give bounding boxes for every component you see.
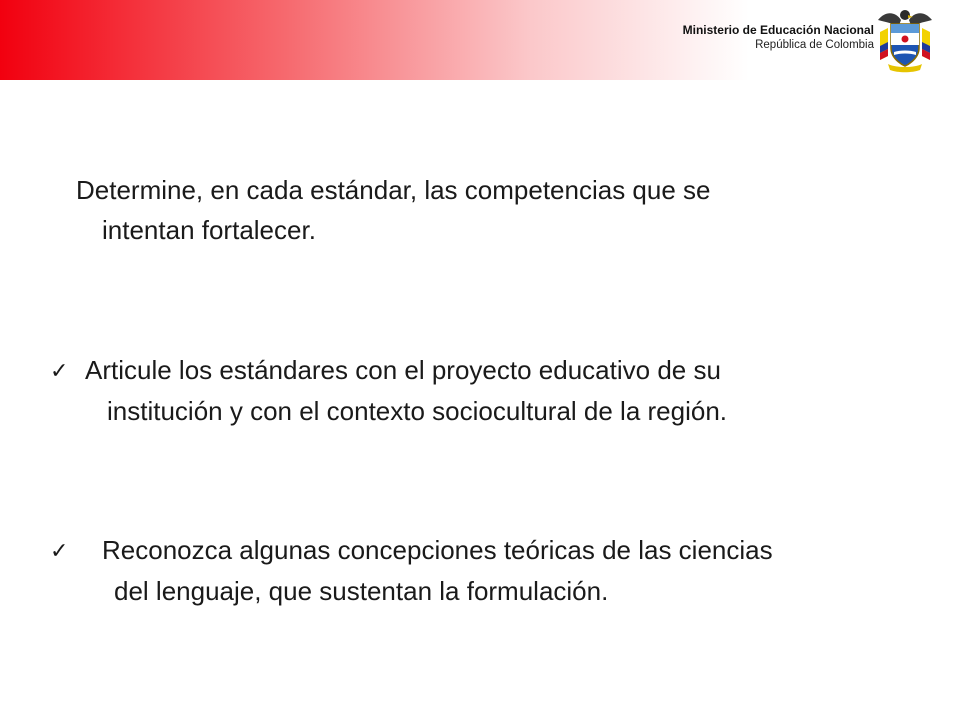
country-name: República de Colombia (755, 39, 874, 52)
instruction-line-1: Determine, en cada estándar, las competencias que se (76, 175, 711, 205)
bullet-2-line-1: Reconozca algunas concepciones teóricas de las ciencias (102, 535, 773, 565)
ministry-name: Ministerio de Educación Nacional (682, 23, 874, 37)
bullet-1-line-2: institución y con el contexto sociocultural de la región. (107, 396, 728, 426)
colombia-coat-of-arms-icon (874, 6, 936, 74)
checkmark-icon: ✓ (50, 538, 69, 563)
bullet-1-line-1: Articule los estándares con el proyecto educativo de su (85, 355, 721, 385)
instruction-paragraph (76, 170, 916, 250)
instruction-line-2: intentan fortalecer. (102, 215, 316, 245)
ministry-block (683, 22, 874, 54)
bullet-item-2 (50, 530, 930, 611)
bullet-2-line-2: del lenguaje, que sustentan la formulación. (114, 576, 609, 606)
bullet-item-1 (50, 350, 930, 431)
checkmark-icon: ✓ (50, 358, 69, 383)
